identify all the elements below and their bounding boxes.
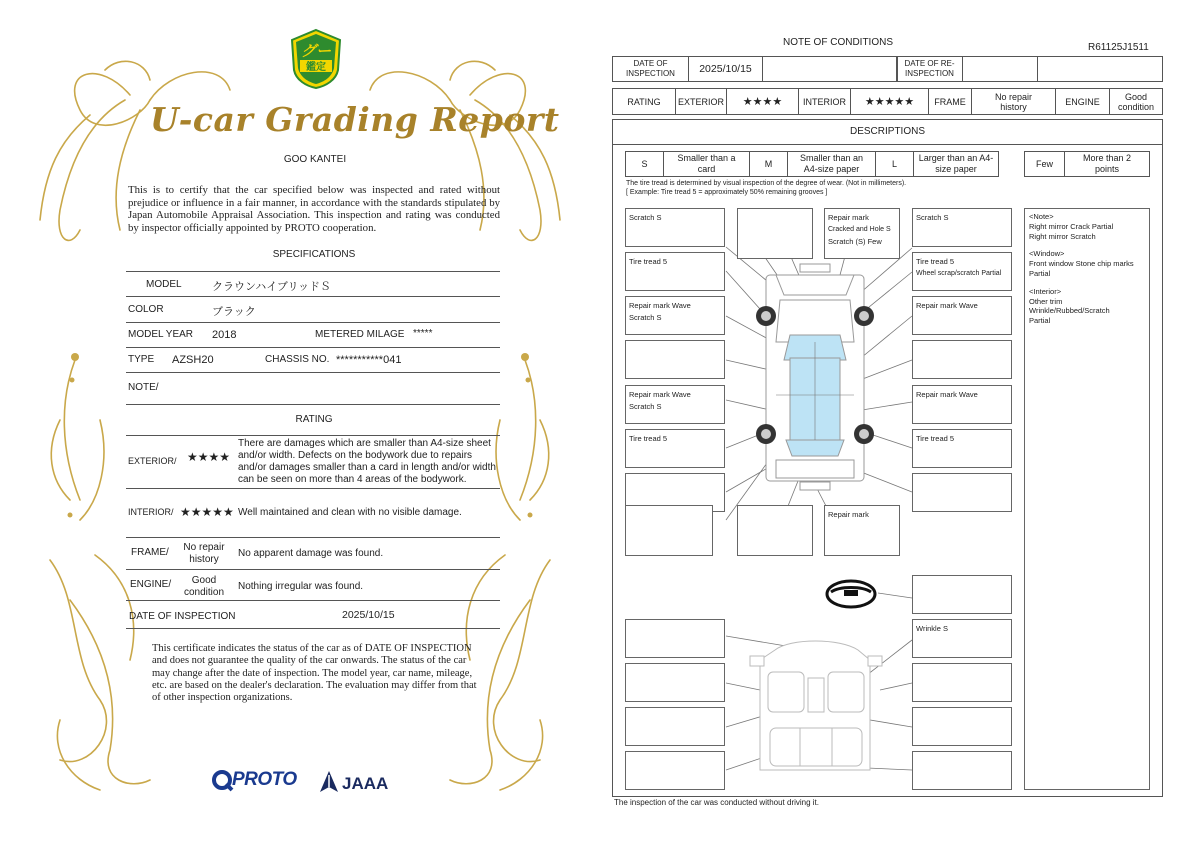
damage-box-left-8 <box>625 505 713 556</box>
frame-description: No apparent damage was found. <box>238 548 384 559</box>
color-label: COLOR <box>128 304 164 315</box>
divider <box>126 372 500 373</box>
proto-logo: PROTO <box>232 769 297 790</box>
damage-box-left-2: Tire tread 5 <box>625 252 725 291</box>
metered-milage-label: METERED MILAGE <box>315 329 405 340</box>
goo-kantei-badge-logo <box>288 28 344 90</box>
steering-box <box>912 575 1012 614</box>
rating-label: RATING <box>613 89 676 114</box>
inspection-footer: The inspection of the car was conducted without driving it. <box>614 798 819 807</box>
divider <box>126 488 500 489</box>
date-of-reinspection-label: DATE OF RE-INSPECTION <box>897 57 963 81</box>
report-id: R61125J1511 <box>1088 42 1149 53</box>
date-of-inspection-value: 2025/10/15 <box>689 57 763 81</box>
interior-box-right-3 <box>912 707 1012 746</box>
interior-box-left-4 <box>625 751 725 790</box>
exterior-label: EXTERIOR/ <box>128 456 177 466</box>
divider <box>126 435 500 436</box>
interior-box-left-2 <box>625 663 725 702</box>
frame-value: No repair history <box>183 542 225 565</box>
interior-stars: ★★★★★ <box>851 89 929 114</box>
interior-label: INTERIOR/ <box>128 507 174 517</box>
legend-key-m: M <box>750 152 788 176</box>
divider <box>126 628 500 629</box>
few-label: Few <box>1025 152 1065 176</box>
exterior-stars: ★★★★ <box>187 450 231 464</box>
divider <box>126 271 500 272</box>
descriptions-heading: DESCRIPTIONS <box>849 126 925 137</box>
legend-text-s: Smaller than a card <box>664 152 750 176</box>
tire-note: The tire tread is determined by visual inspection of the degree of wear. (Not in millimeters). <box>626 180 907 187</box>
engine-value: Good condition <box>183 575 225 598</box>
damage-box-bottom-1 <box>737 505 813 556</box>
frame-value: No repair history <box>972 89 1056 114</box>
interior-stars: ★★★★★ <box>180 505 234 519</box>
exterior-label: EXTERIOR <box>676 89 727 114</box>
legend-key-l: L <box>876 152 914 176</box>
damage-box-top-2: Repair mark Cracked and Hole S Scratch (S) Few <box>824 208 900 259</box>
chassis-value: ***********041 <box>336 354 402 366</box>
frame-label: FRAME <box>929 89 972 114</box>
note-of-conditions <box>600 0 1200 848</box>
tire-example: [ Example: Tire tread 5 = approximately 50% remaining grooves ] <box>626 189 828 196</box>
date-of-inspection-value: 2025/10/15 <box>342 609 395 621</box>
damage-box-left-4 <box>625 340 725 379</box>
damage-box-right-1: Scratch S <box>912 208 1012 247</box>
damage-box-left-1: Scratch S <box>625 208 725 247</box>
note-label: NOTE/ <box>128 382 159 393</box>
interior-label: INTERIOR <box>799 89 851 114</box>
damage-box-top-1 <box>737 208 813 259</box>
damage-box-right-7 <box>912 473 1012 512</box>
certification-statement: This is to certify that the car specified below was inspected and rated without prejudice or influence in a fair manner, in accordance with the standards stipulated by Japan Automobile Appraisal Association. This inspection and rating was conducted by inspector officially appointed by PROTO cooperation. <box>128 184 500 234</box>
exterior-description: There are damages which are smaller than A4-size sheet and/or width. Defects on the bodywork due to repairs and/or damages smaller than a card in length and/or width can be seen on more than 4 areas of the bodywork. <box>238 438 496 485</box>
conditions-title: NOTE OF CONDITIONS <box>783 37 893 48</box>
engine-label: ENGINE/ <box>130 579 172 590</box>
divider <box>126 296 500 297</box>
damage-box-right-3: Repair mark Wave <box>912 296 1012 335</box>
frame-label: FRAME/ <box>131 547 169 558</box>
specifications-heading: SPECIFICATIONS <box>272 249 356 260</box>
exterior-stars: ★★★★ <box>727 89 799 114</box>
engine-value: Good condition <box>1117 91 1155 112</box>
type-label: TYPE <box>128 354 155 365</box>
damage-box-right-2: Tire tread 5 Wheel scrap/scratch Partial <box>912 252 1012 291</box>
damage-box-right-6: Tire tread 5 <box>912 429 1012 468</box>
jaaa-logo-icon <box>318 770 340 794</box>
date-of-inspection-label: DATE OF INSPECTION <box>613 57 689 81</box>
report-subtitle: GOO KANTEI <box>283 154 347 165</box>
divider <box>126 537 500 538</box>
engine-description: Nothing irregular was found. <box>238 581 364 592</box>
few-text: More than 2 points <box>1082 153 1132 174</box>
legend-text-m: Smaller than an A4-size paper <box>788 152 876 176</box>
model-value: クラウンハイブリッドＳ <box>212 281 332 293</box>
interior-box-left-3 <box>625 707 725 746</box>
color-value: ブラック <box>212 306 256 318</box>
rating-heading: RATING <box>295 414 333 425</box>
svg-text:鑑定: 鑑定 <box>306 62 326 73</box>
legend-key-s: S <box>626 152 664 176</box>
divider <box>126 569 500 570</box>
interior-box-right-4 <box>912 751 1012 790</box>
date-of-inspection-label: DATE OF INSPECTION <box>129 611 236 622</box>
metered-milage-value: ***** <box>413 328 433 339</box>
certificate-disclaimer: This certificate indicates the status of the car as of DATE OF INSPECTION and does not guarantee the quality of the car onwards. The status of the car may change after the date of inspection. The model year, car name, mileage, etc. are based on the dealer's declaration. The evaluation may differ from that of other inspection organizations. <box>152 643 477 704</box>
interior-box-left-1 <box>625 619 725 658</box>
damage-box-left-6: Tire tread 5 <box>625 429 725 468</box>
interior-description: Well maintained and clean with no visible damage. <box>238 507 462 518</box>
divider <box>126 404 500 405</box>
jaaa-logo: JAAA <box>342 774 389 793</box>
interior-box-right-2 <box>912 663 1012 702</box>
model-year-label: MODEL YEAR <box>128 329 194 340</box>
damage-box-left-5: Repair mark Wave Scratch S <box>625 385 725 424</box>
damage-box-right-4 <box>912 340 1012 379</box>
notes-panel: <Note> Right mirror Crack Partial Right mirror Scratch <Window> Front window Stone chip marks Partial <Interior> Other trim Wrinkle/Rubbed/Scratch Partial <box>1024 208 1150 790</box>
report-title: U-car Grading Report <box>150 100 560 139</box>
damage-box-right-5: Repair mark Wave <box>912 385 1012 424</box>
model-year-value: 2018 <box>212 329 237 341</box>
type-value: AZSH20 <box>172 354 214 366</box>
model-label: MODEL <box>146 279 182 290</box>
proto-logo-icon <box>212 770 234 792</box>
interior-box-right-1: Wrinkle S <box>912 619 1012 658</box>
chassis-label: CHASSIS NO. <box>265 354 330 365</box>
engine-label: ENGINE <box>1056 89 1110 114</box>
damage-box-left-3: Repair mark Wave Scratch S <box>625 296 725 335</box>
damage-box-bottom-2: Repair mark <box>824 505 900 556</box>
divider <box>126 347 500 348</box>
svg-text:グー: グー <box>300 42 332 60</box>
divider <box>126 322 500 323</box>
divider <box>126 600 500 601</box>
legend-text-l: Larger than an A4-size paper <box>918 153 994 174</box>
